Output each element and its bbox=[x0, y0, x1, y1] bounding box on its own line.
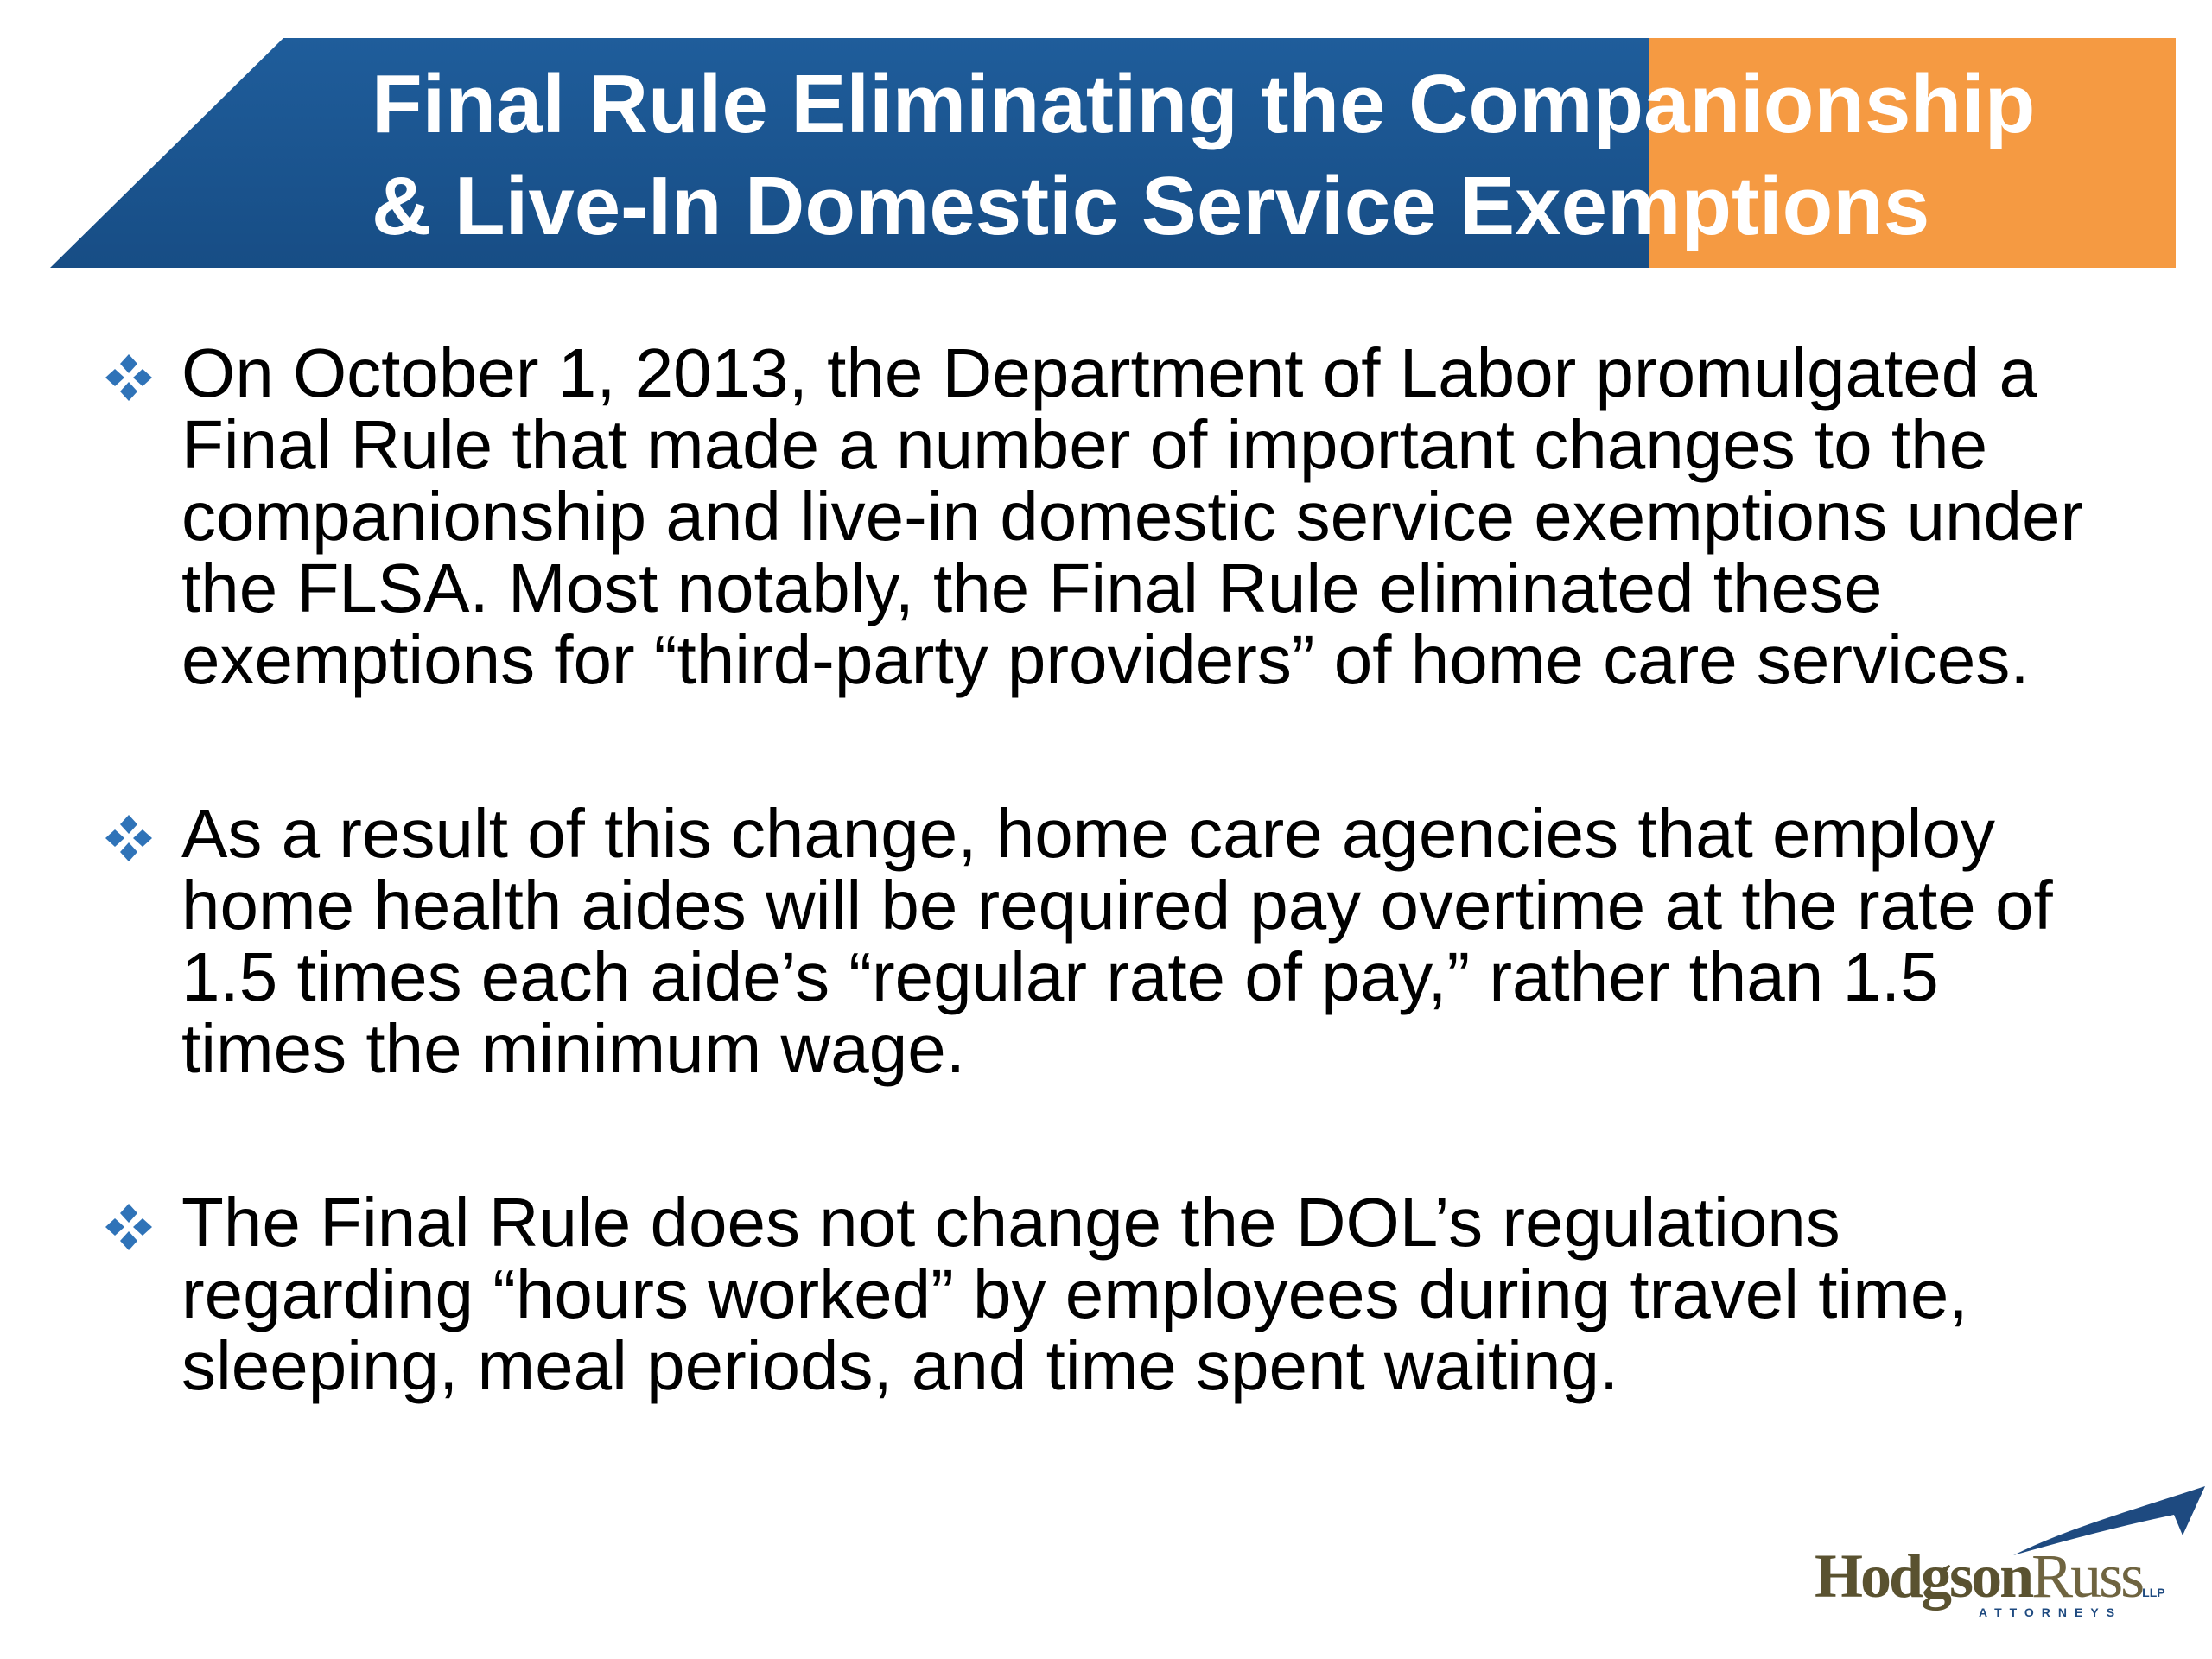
logo-subtitle: ATTORNEYS bbox=[1979, 1605, 2123, 1619]
title-banner bbox=[50, 38, 2177, 271]
bullet-text: As a result of this change, home care agencies that employ home health aides will be required pay overtime at the rate of 1.5 times each aide’s “regular rate of pay,” rather than 1.5 times the minimum wage. bbox=[181, 795, 2053, 1087]
logo-word-hodgson: Hodgson bbox=[1815, 1541, 2032, 1611]
logo-llp: LLP bbox=[2142, 1586, 2165, 1599]
bullet-item bbox=[99, 795, 2121, 1087]
four-diamond-bullet-icon bbox=[104, 813, 154, 863]
bullet-text: On October 1, 2013, the Department of Labor promulgated a Final Rule that made a number of important changes to the companionship and live-in domestic service exemptions under the FLSA. Most notably, the Final Rule eliminated these exemptions for “third-party providers” of home care services. bbox=[181, 334, 2084, 698]
hodgson-russ-logo bbox=[1815, 1482, 2212, 1620]
logo-wordmark bbox=[1815, 1541, 2165, 1612]
slide-body bbox=[99, 334, 2121, 1503]
bullet-item bbox=[99, 334, 2121, 698]
bullet-text: The Final Rule does not change the DOL’s regulations regarding “hours worked” by employees during travel time, sleeping, meal periods, and time spent waiting. bbox=[181, 1184, 1968, 1404]
four-diamond-bullet-icon bbox=[104, 353, 154, 403]
slide-title-line-1: Final Rule Eliminating the Companionship bbox=[372, 58, 2036, 150]
logo-word-russ: Russ bbox=[2031, 1541, 2143, 1611]
four-diamond-bullet-icon bbox=[104, 1202, 154, 1252]
bullet-item bbox=[99, 1186, 2121, 1402]
slide-title bbox=[372, 54, 2186, 257]
slide-title-line-2: & Live-In Domestic Service Exemptions bbox=[372, 160, 1930, 252]
